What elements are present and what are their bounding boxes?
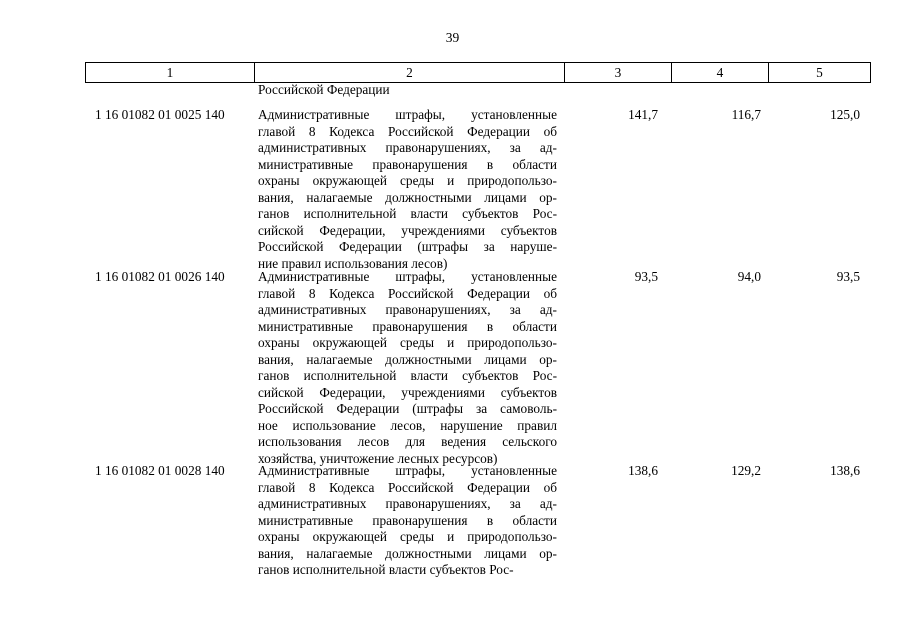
description-line: сийской Федерации, учреждениями субъектов: [258, 384, 557, 400]
description-line: охраны окружающей среды и природопользо-: [258, 529, 557, 544]
table-row: [0, 269, 905, 467]
description-line: ганов исполнительной власти субъектов Рос-: [258, 562, 514, 577]
description-line: хозяйства, уничтожение лесных ресурсов): [258, 450, 498, 466]
row-value-col-3: 93,5: [634, 269, 658, 284]
row-description: [258, 269, 557, 467]
header-col-4: 4: [672, 63, 769, 83]
description-line: ганов исполнительной власти субъектов Рос-: [258, 206, 557, 221]
description-line: министративные правонарушения в области: [258, 512, 557, 528]
description-line: использования лесов для ведения сельского: [258, 434, 557, 449]
description-line: министративные правонарушения в области: [258, 156, 557, 172]
description-line: министративные правонарушения в области: [258, 318, 557, 334]
continuation-text: Российской Федерации: [258, 82, 390, 97]
header-col-2: 2: [255, 63, 565, 83]
description-line: Административные штрафы, установленные: [258, 107, 557, 122]
row-value-col-5: 138,6: [830, 463, 860, 478]
description-line: ние правил использования лесов): [258, 255, 448, 271]
description-line: охраны окружающей среды и природопользо-: [258, 335, 557, 350]
description-line: вания, налагаемые должностными лицами ор-: [258, 189, 557, 205]
description-line: сийской Федерации, учреждениями субъектов: [258, 222, 557, 238]
description-line: охраны окружающей среды и природопользо-: [258, 173, 557, 188]
description-line: главой 8 Кодекса Российской Федерации об: [258, 285, 557, 301]
row-value-col-3: 141,7: [628, 107, 658, 122]
row-value-col-5: 125,0: [830, 107, 860, 122]
row-description: [258, 107, 557, 272]
table-row: [0, 107, 905, 272]
description-line: Российской Федерации (штрафы за самоволь-: [258, 401, 557, 416]
description-line: административных правонарушениях, за ад-: [258, 140, 557, 155]
header-col-3: 3: [565, 63, 672, 83]
row-description: [258, 463, 557, 579]
description-line: вания, налагаемые должностными лицами ор-: [258, 545, 557, 561]
row-value-col-5: 93,5: [836, 269, 860, 284]
page-number: 39: [445, 30, 460, 45]
description-line: ганов исполнительной власти субъектов Рос-: [258, 368, 557, 383]
description-line: Российской Федерации (штрафы за наруше-: [258, 239, 557, 254]
row-value-col-4: 94,0: [737, 269, 761, 284]
row-value-col-3: 138,6: [628, 463, 658, 478]
description-line: вания, налагаемые должностными лицами ор-: [258, 351, 557, 367]
description-line: административных правонарушениях, за ад-: [258, 496, 557, 511]
row-code: 1 16 01082 01 0025 140: [95, 107, 225, 122]
row-value-col-4: 116,7: [731, 107, 761, 122]
description-line: Административные штрафы, установленные: [258, 463, 557, 478]
row-code: 1 16 01082 01 0028 140: [95, 463, 225, 478]
table-header: [85, 62, 871, 83]
table-row: [0, 463, 905, 579]
header-col-1: 1: [86, 63, 255, 83]
description-line: ное использование лесов, нарушение правил: [258, 417, 557, 433]
row-value-col-4: 129,2: [731, 463, 761, 478]
description-line: Административные штрафы, установленные: [258, 269, 557, 284]
header-col-5: 5: [769, 63, 871, 83]
row-code: 1 16 01082 01 0026 140: [95, 269, 225, 284]
description-line: главой 8 Кодекса Российской Федерации об: [258, 123, 557, 139]
description-line: главой 8 Кодекса Российской Федерации об: [258, 479, 557, 495]
description-line: административных правонарушениях, за ад-: [258, 302, 557, 317]
